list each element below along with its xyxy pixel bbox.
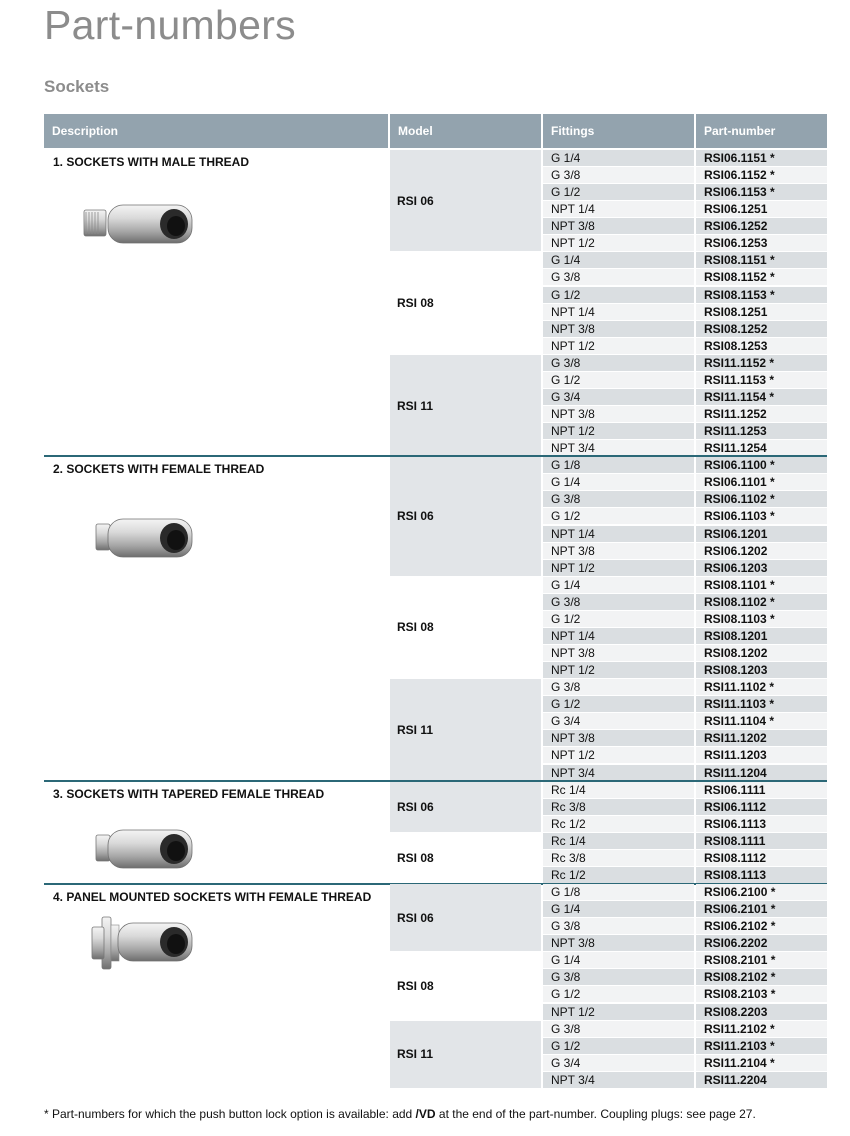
model-cell: RSI 11 bbox=[390, 355, 541, 456]
part-number-cell: RSI11.2204 bbox=[696, 1072, 827, 1088]
fitting-cell: NPT 3/8 bbox=[543, 321, 694, 337]
part-number-cell: RSI06.1151 * bbox=[696, 150, 827, 166]
group-title: 1. SOCKETS WITH MALE THREAD bbox=[53, 155, 250, 169]
group-title: 3. SOCKETS WITH TAPERED FEMALE THREAD bbox=[53, 787, 325, 801]
part-number-cell: RSI06.1100 * bbox=[696, 457, 827, 473]
fitting-cell: Rc 1/2 bbox=[543, 867, 694, 883]
socket-tapered-female-thread-image bbox=[80, 818, 200, 887]
part-number-cell: RSI11.1154 * bbox=[696, 389, 827, 405]
part-number-cell: RSI11.1104 * bbox=[696, 713, 827, 729]
fitting-cell: G 1/4 bbox=[543, 252, 694, 268]
fitting-cell: G 1/4 bbox=[543, 901, 694, 917]
fitting-cell: G 3/8 bbox=[543, 1021, 694, 1037]
fitting-cell: NPT 3/8 bbox=[543, 730, 694, 746]
fitting-cell: G 3/8 bbox=[543, 594, 694, 610]
fitting-cell: Rc 3/8 bbox=[543, 850, 694, 866]
fitting-cell: NPT 1/2 bbox=[543, 747, 694, 763]
part-number-cell: RSI08.1252 bbox=[696, 321, 827, 337]
fitting-cell: G 1/4 bbox=[543, 150, 694, 166]
part-number-cell: RSI08.2102 * bbox=[696, 969, 827, 985]
part-number-cell: RSI08.1152 * bbox=[696, 269, 827, 285]
part-number-cell: RSI06.1203 bbox=[696, 560, 827, 576]
fitting-cell: Rc 1/4 bbox=[543, 782, 694, 798]
fitting-cell: G 3/4 bbox=[543, 389, 694, 405]
fitting-cell: G 1/2 bbox=[543, 508, 694, 524]
fitting-cell: G 1/4 bbox=[543, 474, 694, 490]
part-number-cell: RSI08.1112 bbox=[696, 850, 827, 866]
fitting-cell: G 3/8 bbox=[543, 269, 694, 285]
fitting-cell: G 1/8 bbox=[543, 457, 694, 473]
part-number-cell: RSI06.1113 bbox=[696, 816, 827, 832]
part-number-cell: RSI11.2102 * bbox=[696, 1021, 827, 1037]
fitting-cell: G 1/4 bbox=[543, 952, 694, 968]
fitting-cell: G 1/2 bbox=[543, 372, 694, 388]
part-number-cell: RSI06.1152 * bbox=[696, 167, 827, 183]
column-header-part-number: Part-number bbox=[696, 114, 827, 148]
part-number-cell: RSI11.1152 * bbox=[696, 355, 827, 371]
part-number-cell: RSI11.1254 bbox=[696, 440, 827, 456]
part-number-cell: RSI08.1111 bbox=[696, 833, 827, 849]
footnote-text-end: at the end of the part-number. Coupling plugs: see page 27. bbox=[435, 1107, 756, 1121]
part-number-cell: RSI06.1112 bbox=[696, 799, 827, 815]
part-number-cell: RSI08.1202 bbox=[696, 645, 827, 661]
part-number-cell: RSI06.2100 * bbox=[696, 884, 827, 900]
fitting-cell: G 1/2 bbox=[543, 696, 694, 712]
fitting-cell: G 1/2 bbox=[543, 986, 694, 1002]
panel-mounted-socket-image bbox=[80, 911, 200, 980]
part-number-cell: RSI06.1201 bbox=[696, 526, 827, 542]
footnote-suffix-code: /VD bbox=[415, 1107, 436, 1121]
part-number-cell: RSI06.1202 bbox=[696, 543, 827, 559]
part-number-cell: RSI06.1101 * bbox=[696, 474, 827, 490]
fitting-cell: NPT 1/4 bbox=[543, 304, 694, 320]
part-number-cell: RSI11.1153 * bbox=[696, 372, 827, 388]
part-number-cell: RSI08.1253 bbox=[696, 338, 827, 354]
fitting-cell: G 3/8 bbox=[543, 167, 694, 183]
part-number-cell: RSI08.1251 bbox=[696, 304, 827, 320]
fitting-cell: NPT 3/4 bbox=[543, 440, 694, 456]
part-number-cell: RSI08.2203 bbox=[696, 1004, 827, 1020]
part-number-cell: RSI08.1153 * bbox=[696, 287, 827, 303]
part-number-cell: RSI11.1253 bbox=[696, 423, 827, 439]
model-cell: RSI 11 bbox=[390, 679, 541, 780]
part-number-cell: RSI06.1102 * bbox=[696, 491, 827, 507]
part-number-cell: RSI08.1113 bbox=[696, 867, 827, 883]
fitting-cell: G 3/4 bbox=[543, 1055, 694, 1071]
fitting-cell: G 3/8 bbox=[543, 355, 694, 371]
model-cell: RSI 06 bbox=[390, 457, 541, 575]
fitting-cell: NPT 1/4 bbox=[543, 526, 694, 542]
footnote bbox=[44, 1107, 756, 1121]
section-title: Sockets bbox=[44, 77, 110, 96]
fitting-cell: Rc 1/4 bbox=[543, 833, 694, 849]
column-header-model: Model bbox=[390, 114, 541, 148]
part-number-cell: RSI08.2101 * bbox=[696, 952, 827, 968]
fitting-cell: NPT 3/4 bbox=[543, 765, 694, 781]
fitting-cell: NPT 3/4 bbox=[543, 1072, 694, 1088]
fitting-cell: NPT 1/4 bbox=[543, 628, 694, 644]
fitting-cell: NPT 1/2 bbox=[543, 235, 694, 251]
part-number-cell: RSI11.1252 bbox=[696, 406, 827, 422]
model-cell: RSI 08 bbox=[390, 577, 541, 678]
socket-female-thread-image bbox=[80, 507, 200, 576]
fitting-cell: NPT 3/8 bbox=[543, 218, 694, 234]
part-number-cell: RSI06.2101 * bbox=[696, 901, 827, 917]
part-number-cell: RSI06.1153 * bbox=[696, 184, 827, 200]
page-title: Part-numbers bbox=[44, 2, 296, 48]
fitting-cell: G 1/2 bbox=[543, 1038, 694, 1054]
column-header-description: Description bbox=[44, 114, 388, 148]
fitting-cell: NPT 1/2 bbox=[543, 423, 694, 439]
model-cell: RSI 06 bbox=[390, 884, 541, 951]
fitting-cell: G 1/2 bbox=[543, 184, 694, 200]
fitting-cell: NPT 3/8 bbox=[543, 935, 694, 951]
fitting-cell: G 3/8 bbox=[543, 918, 694, 934]
fitting-cell: NPT 3/8 bbox=[543, 543, 694, 559]
part-number-cell: RSI11.2103 * bbox=[696, 1038, 827, 1054]
fitting-cell: G 3/4 bbox=[543, 713, 694, 729]
fitting-cell: G 3/8 bbox=[543, 969, 694, 985]
fitting-cell: NPT 3/8 bbox=[543, 645, 694, 661]
part-number-cell: RSI06.1252 bbox=[696, 218, 827, 234]
fitting-cell: Rc 3/8 bbox=[543, 799, 694, 815]
fitting-cell: NPT 1/2 bbox=[543, 338, 694, 354]
part-number-cell: RSI08.1151 * bbox=[696, 252, 827, 268]
footnote-text: * Part-numbers for which the push button lock option is available: add bbox=[44, 1107, 416, 1121]
fitting-cell: NPT 1/2 bbox=[543, 662, 694, 678]
fitting-cell: NPT 1/2 bbox=[543, 560, 694, 576]
part-number-cell: RSI06.1253 bbox=[696, 235, 827, 251]
part-number-cell: RSI08.1102 * bbox=[696, 594, 827, 610]
fitting-cell: G 1/4 bbox=[543, 577, 694, 593]
fitting-cell: G 1/2 bbox=[543, 287, 694, 303]
fitting-cell: G 3/8 bbox=[543, 491, 694, 507]
fitting-cell: G 1/2 bbox=[543, 611, 694, 627]
part-number-cell: RSI08.1101 * bbox=[696, 577, 827, 593]
part-number-cell: RSI11.1204 bbox=[696, 765, 827, 781]
part-number-cell: RSI06.1103 * bbox=[696, 508, 827, 524]
model-cell: RSI 06 bbox=[390, 150, 541, 251]
part-number-cell: RSI11.1102 * bbox=[696, 679, 827, 695]
fitting-cell: NPT 3/8 bbox=[543, 406, 694, 422]
part-number-cell: RSI11.1203 bbox=[696, 747, 827, 763]
part-number-cell: RSI08.1103 * bbox=[696, 611, 827, 627]
part-number-cell: RSI06.2202 bbox=[696, 935, 827, 951]
part-number-cell: RSI06.1251 bbox=[696, 201, 827, 217]
model-cell: RSI 06 bbox=[390, 782, 541, 832]
fitting-cell: NPT 1/2 bbox=[543, 1004, 694, 1020]
part-number-cell: RSI11.1103 * bbox=[696, 696, 827, 712]
model-cell: RSI 08 bbox=[390, 952, 541, 1019]
model-cell: RSI 08 bbox=[390, 252, 541, 353]
part-number-cell: RSI08.2103 * bbox=[696, 986, 827, 1002]
group-title: 2. SOCKETS WITH FEMALE THREAD bbox=[53, 462, 265, 476]
group-title: 4. PANEL MOUNTED SOCKETS WITH FEMALE THREAD bbox=[53, 890, 372, 904]
part-number-cell: RSI08.1201 bbox=[696, 628, 827, 644]
part-number-cell: RSI06.2102 * bbox=[696, 918, 827, 934]
fitting-cell: Rc 1/2 bbox=[543, 816, 694, 832]
part-number-cell: RSI08.1203 bbox=[696, 662, 827, 678]
part-number-cell: RSI11.2104 * bbox=[696, 1055, 827, 1071]
part-number-cell: RSI06.1111 bbox=[696, 782, 827, 798]
fitting-cell: G 1/8 bbox=[543, 884, 694, 900]
fitting-cell: NPT 1/4 bbox=[543, 201, 694, 217]
model-cell: RSI 11 bbox=[390, 1021, 541, 1088]
socket-male-thread-image bbox=[80, 193, 200, 262]
part-number-cell: RSI11.1202 bbox=[696, 730, 827, 746]
column-header-fittings: Fittings bbox=[543, 114, 694, 148]
model-cell: RSI 08 bbox=[390, 833, 541, 883]
fitting-cell: G 3/8 bbox=[543, 679, 694, 695]
